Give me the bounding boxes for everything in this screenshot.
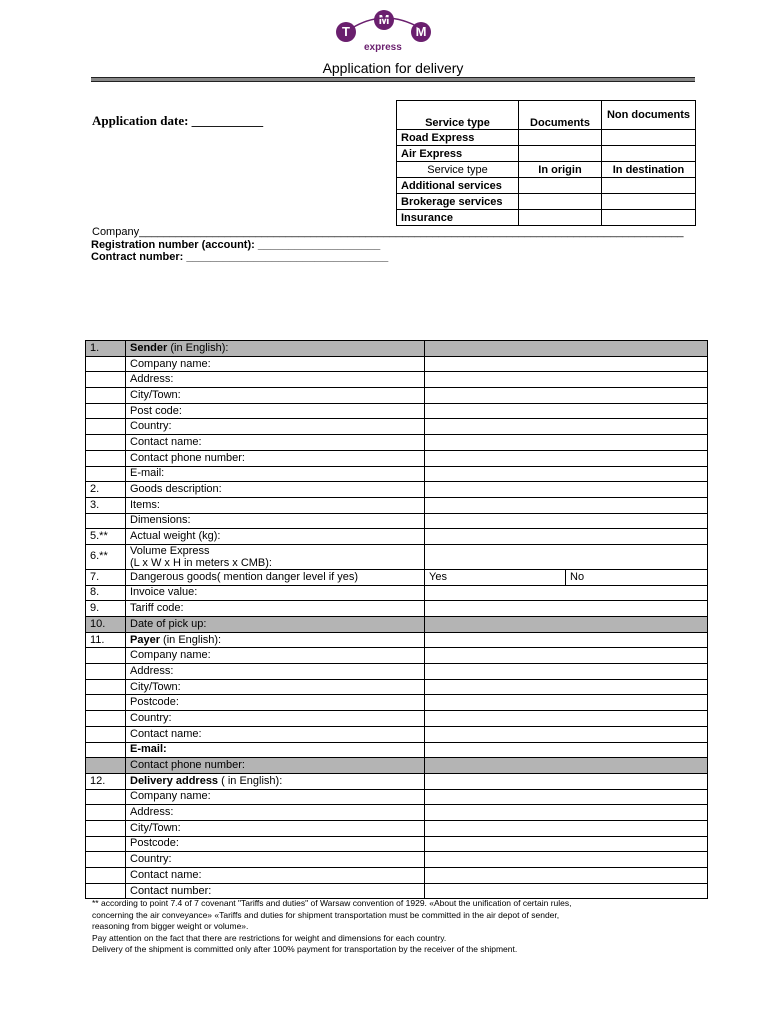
table-row xyxy=(86,388,708,404)
row-label xyxy=(126,632,425,648)
row-label xyxy=(126,820,425,836)
service-row-air xyxy=(397,146,696,162)
row-value-input[interactable] xyxy=(425,664,708,680)
logo-subtitle: express xyxy=(364,42,402,53)
road-documents-cell[interactable] xyxy=(519,130,602,146)
row-value-input[interactable] xyxy=(425,497,708,513)
table-row xyxy=(86,419,708,435)
row-label xyxy=(126,529,425,545)
table-row xyxy=(86,836,708,852)
table-row xyxy=(86,529,708,545)
table-row xyxy=(86,435,708,451)
table-row xyxy=(86,601,708,617)
row-label-bold: E-mail: xyxy=(130,743,167,756)
row-value-input[interactable] xyxy=(425,403,708,419)
row-number xyxy=(86,789,126,805)
row-label xyxy=(126,341,425,357)
row-number xyxy=(86,466,126,482)
row-value-input[interactable] xyxy=(425,466,708,482)
row-number: 9. xyxy=(86,601,126,617)
row-number: 7. xyxy=(86,569,126,585)
row-value-input[interactable] xyxy=(425,617,708,633)
row-label xyxy=(126,695,425,711)
row-label-text: Contact name: xyxy=(130,435,202,448)
table-row xyxy=(86,789,708,805)
registration-number-field[interactable]: Registration number (account): ____________________ xyxy=(91,239,381,251)
row-label xyxy=(126,569,425,585)
table-row xyxy=(86,466,708,482)
row-label-text: City/Town: xyxy=(130,388,181,401)
row-value-input[interactable] xyxy=(425,711,708,727)
row-number xyxy=(86,758,126,774)
insurance-origin-cell[interactable] xyxy=(519,210,602,226)
row-label-text: Contact phone number: xyxy=(130,451,245,464)
row-number xyxy=(86,836,126,852)
row-number xyxy=(86,805,126,821)
row-label xyxy=(126,513,425,529)
row-number xyxy=(86,820,126,836)
table-row xyxy=(86,403,708,419)
row-label-text: Company name: xyxy=(130,790,211,803)
row-number: 1. xyxy=(86,341,126,357)
row-label-text: Country: xyxy=(130,420,172,433)
row-number xyxy=(86,868,126,884)
row-label-text: Address: xyxy=(130,806,174,819)
row-value-input[interactable] xyxy=(425,773,708,789)
row-value-input[interactable] xyxy=(425,695,708,711)
delivery-form-table xyxy=(85,340,708,899)
row-label xyxy=(126,617,425,633)
row-number: 3. xyxy=(86,497,126,513)
table-row xyxy=(86,820,708,836)
table-row xyxy=(86,742,708,758)
row-label-text: City/Town: xyxy=(130,821,181,834)
row-label-text: Contact name: xyxy=(130,727,202,740)
service-label-air-express: Air Express xyxy=(397,146,519,162)
row-label-text: Company name: xyxy=(130,357,211,370)
row-value-input[interactable] xyxy=(425,419,708,435)
row-value-input[interactable] xyxy=(425,341,708,357)
row-label xyxy=(126,585,425,601)
row-value-input[interactable] xyxy=(425,388,708,404)
row-label-text: Contact phone number: xyxy=(130,759,245,772)
table-row xyxy=(86,758,708,774)
row-label-text: Country: xyxy=(130,711,172,724)
table-row xyxy=(86,482,708,498)
contract-number-field[interactable]: Contract number: _________________________________ xyxy=(91,251,389,263)
row-value-input[interactable] xyxy=(425,585,708,601)
table-row xyxy=(86,648,708,664)
row-number xyxy=(86,372,126,388)
company-field[interactable]: Company_________________________________________________________________________________________ xyxy=(92,226,684,238)
row-label-bold: Sender xyxy=(130,341,168,354)
table-row xyxy=(86,711,708,727)
table-row xyxy=(86,805,708,821)
row-label xyxy=(126,648,425,664)
row-value-input[interactable] xyxy=(425,789,708,805)
row-number xyxy=(86,356,126,372)
row-label xyxy=(126,758,425,774)
row-label xyxy=(126,388,425,404)
row-label-text: Postcode: xyxy=(130,696,179,709)
row-label xyxy=(126,805,425,821)
row-label-text: Postcode: xyxy=(130,837,179,850)
table-row xyxy=(86,569,708,585)
row-number: 11. xyxy=(86,632,126,648)
row-number: 10. xyxy=(86,617,126,633)
row-label-text-2: (L x W x H in meters x CMB): xyxy=(130,556,272,569)
row-label-bold: Payer xyxy=(130,633,160,646)
row-value-input[interactable] xyxy=(425,482,708,498)
table-row xyxy=(86,883,708,899)
service-label-insurance: Insurance xyxy=(397,210,519,226)
row-label xyxy=(126,403,425,419)
air-non-documents-cell[interactable] xyxy=(602,146,696,162)
row-number: 6.** xyxy=(86,544,126,569)
row-number xyxy=(86,679,126,695)
in-origin-header: In origin xyxy=(519,162,602,178)
row-number xyxy=(86,742,126,758)
row-label xyxy=(126,544,425,569)
row-label-text: Contact name: xyxy=(130,868,202,881)
service-type-table xyxy=(396,100,696,226)
row-value-input[interactable] xyxy=(425,742,708,758)
row-value-input[interactable] xyxy=(425,758,708,774)
row-value-input[interactable] xyxy=(425,883,708,899)
application-date-field[interactable]: Application date: ___________ xyxy=(92,113,264,128)
row-value-input[interactable] xyxy=(425,679,708,695)
table-row xyxy=(86,773,708,789)
row-label-text: ( in English): xyxy=(218,774,283,787)
row-value-input[interactable] xyxy=(425,544,708,569)
footnote-line: Delivery of the shipment is committed only after 100% payment for transportation by the receiver of the shipment. xyxy=(92,944,518,954)
row-label-text: Company name: xyxy=(130,649,211,662)
table-row xyxy=(86,695,708,711)
row-number xyxy=(86,852,126,868)
row-label xyxy=(126,466,425,482)
row-label-text: Address: xyxy=(130,373,174,386)
row-label xyxy=(126,711,425,727)
row-number xyxy=(86,419,126,435)
row-value-input[interactable] xyxy=(425,601,708,617)
non-documents-header: Non documents xyxy=(602,101,696,130)
row-label-text: Actual weight (kg): xyxy=(130,530,221,543)
row-label xyxy=(126,664,425,680)
table-row xyxy=(86,372,708,388)
in-destination-header: In destination xyxy=(602,162,696,178)
row-label xyxy=(126,497,425,513)
row-label xyxy=(126,726,425,742)
row-label-text: Invoice value: xyxy=(130,586,198,599)
additional-origin-cell[interactable] xyxy=(519,178,602,194)
documents-header: Documents xyxy=(519,101,602,130)
row-label-text: Dangerous goods( mention danger level if yes) xyxy=(130,570,359,583)
logo-letter-m2: M xyxy=(411,22,431,42)
table-row xyxy=(86,726,708,742)
footnotes xyxy=(92,898,692,956)
row-number: 5.** xyxy=(86,529,126,545)
row-label-text: Country: xyxy=(130,853,172,866)
row-number xyxy=(86,711,126,727)
row-label-text: Items: xyxy=(130,498,160,511)
row-label xyxy=(126,356,425,372)
row-value-input[interactable] xyxy=(425,450,708,466)
additional-destination-cell[interactable] xyxy=(602,178,696,194)
road-non-documents-cell[interactable] xyxy=(602,130,696,146)
row-value-input[interactable] xyxy=(425,852,708,868)
row-label-text: E-mail: xyxy=(130,467,165,480)
row-value-input[interactable] xyxy=(425,805,708,821)
table-row xyxy=(86,617,708,633)
service-type-header: Service type xyxy=(397,101,519,130)
row-label-text: Address: xyxy=(130,664,174,677)
row-value-input[interactable] xyxy=(425,648,708,664)
row-number: 8. xyxy=(86,585,126,601)
row-number: 12. xyxy=(86,773,126,789)
table-row xyxy=(86,852,708,868)
row-label xyxy=(126,883,425,899)
row-label-text: Date of pick up: xyxy=(130,617,207,630)
row-number xyxy=(86,695,126,711)
row-label xyxy=(126,852,425,868)
table-row xyxy=(86,585,708,601)
row-number xyxy=(86,664,126,680)
logo-letter-t: T xyxy=(336,22,356,42)
row-value-input[interactable] xyxy=(425,513,708,529)
row-label-text: Goods description: xyxy=(130,483,222,496)
service-type-header-2: Service type xyxy=(397,162,519,178)
footnote-line: reasoning from bigger weight or volume». xyxy=(92,921,249,931)
row-label-bold: Delivery address xyxy=(130,774,219,787)
row-label xyxy=(126,419,425,435)
insurance-destination-cell[interactable] xyxy=(602,210,696,226)
row-label xyxy=(126,482,425,498)
row-label xyxy=(126,773,425,789)
brokerage-destination-cell[interactable] xyxy=(602,194,696,210)
table-row xyxy=(86,497,708,513)
title-divider xyxy=(91,77,695,82)
row-value-input[interactable] xyxy=(425,632,708,648)
service-header2-row xyxy=(397,162,696,178)
service-label-additional: Additional services xyxy=(397,178,519,194)
row-label xyxy=(126,789,425,805)
dangerous-goods-yes[interactable]: Yes xyxy=(425,569,566,585)
row-value-input[interactable] xyxy=(425,820,708,836)
row-label-text: Volume Express xyxy=(130,544,210,557)
table-row xyxy=(86,632,708,648)
row-label xyxy=(126,450,425,466)
footnote-line: Pay attention on the fact that there are restrictions for weight and dimensions for each country. xyxy=(92,932,447,943)
page-title: Application for delivery xyxy=(322,60,464,76)
row-label-text: Dimensions: xyxy=(130,514,191,527)
row-label-text: (in English): xyxy=(167,341,229,354)
row-label xyxy=(126,742,425,758)
row-label xyxy=(126,601,425,617)
table-row xyxy=(86,513,708,529)
row-value-input[interactable] xyxy=(425,356,708,372)
row-number xyxy=(86,726,126,742)
table-row xyxy=(86,356,708,372)
row-label-text: (in English): xyxy=(159,633,222,646)
row-label-text: Tariff code: xyxy=(130,602,184,615)
row-value-input[interactable] xyxy=(425,529,708,545)
table-row xyxy=(86,868,708,884)
service-label-road-express: Road Express xyxy=(397,130,519,146)
row-value-input[interactable] xyxy=(425,726,708,742)
row-number xyxy=(86,435,126,451)
logo-letter-m1: M xyxy=(374,10,394,30)
service-header-row xyxy=(397,101,696,130)
footnote-line: ** according to point 7.4 of 7 covenant "Tariffs and duties" of Warsaw convention of 1929. «About the unification of certain rules, xyxy=(92,898,572,908)
row-value-input[interactable] xyxy=(425,836,708,852)
row-label xyxy=(126,836,425,852)
service-label-brokerage: Brokerage services xyxy=(397,194,519,210)
row-label-text: City/Town: xyxy=(130,680,181,693)
table-row xyxy=(86,679,708,695)
table-row xyxy=(86,341,708,357)
footnote-line: concerning the air conveyance» «Tariffs and duties for shipment transportation must be committed in the air depot of sender, xyxy=(92,909,560,920)
row-value-input[interactable] xyxy=(425,868,708,884)
table-row xyxy=(86,664,708,680)
row-label xyxy=(126,372,425,388)
table-row xyxy=(86,450,708,466)
row-label-text: Post code: xyxy=(130,404,182,417)
air-documents-cell[interactable] xyxy=(519,146,602,162)
service-row-brokerage xyxy=(397,194,696,210)
brokerage-origin-cell[interactable] xyxy=(519,194,602,210)
row-number xyxy=(86,450,126,466)
row-number xyxy=(86,403,126,419)
row-number xyxy=(86,883,126,899)
row-number: 2. xyxy=(86,482,126,498)
row-value-input[interactable] xyxy=(425,435,708,451)
service-row-road xyxy=(397,130,696,146)
service-row-insurance xyxy=(397,210,696,226)
row-label xyxy=(126,679,425,695)
row-label-text: Contact number: xyxy=(130,884,212,897)
row-number xyxy=(86,513,126,529)
service-row-additional xyxy=(397,178,696,194)
table-row xyxy=(86,544,708,569)
row-label xyxy=(126,435,425,451)
row-value-input[interactable] xyxy=(425,372,708,388)
row-number xyxy=(86,388,126,404)
dangerous-goods-no[interactable]: No xyxy=(566,569,708,585)
row-label xyxy=(126,868,425,884)
row-number xyxy=(86,648,126,664)
